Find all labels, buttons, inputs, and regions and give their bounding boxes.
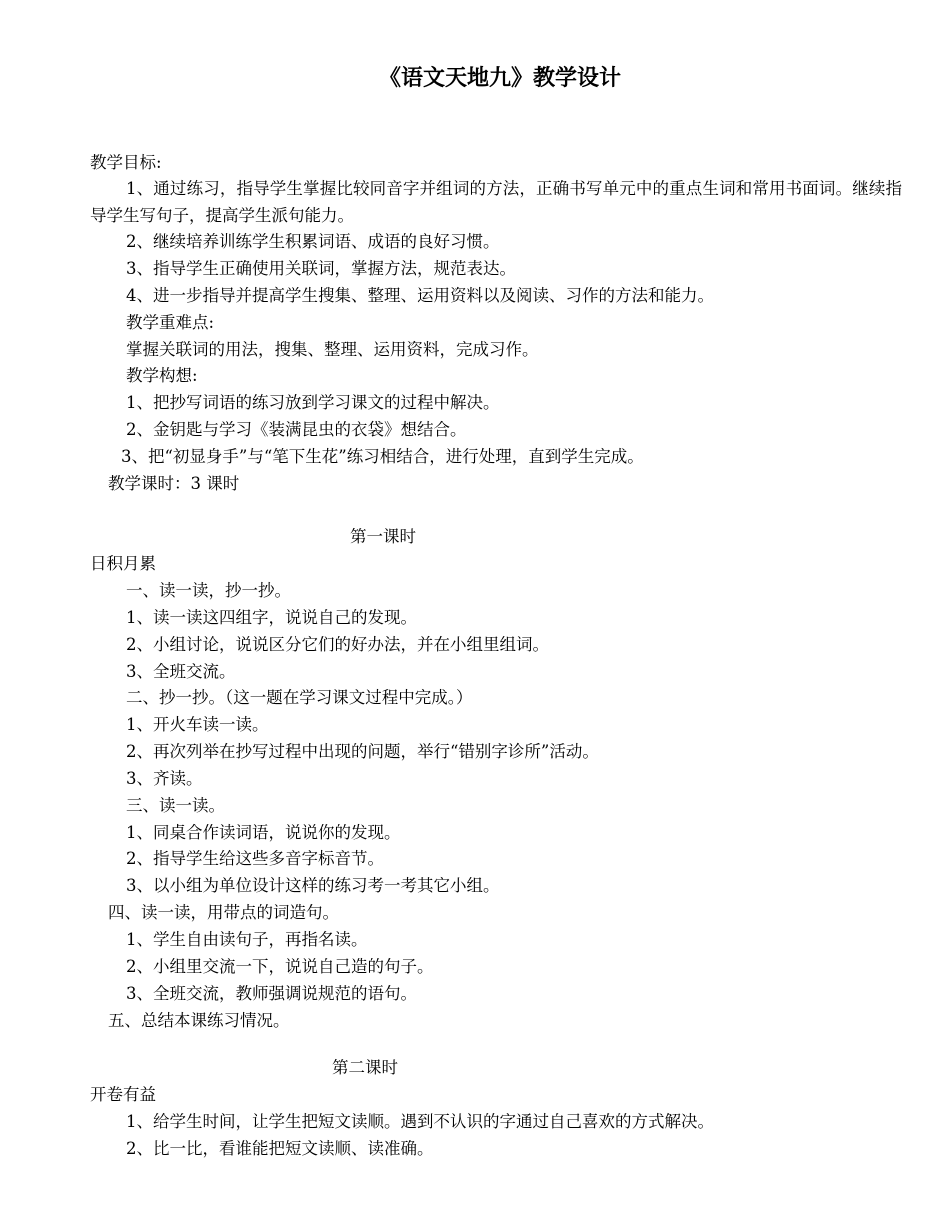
goal-item-1: 1、通过练习，指导学生掌握比较同音字并组词的方法，正确书写单元中的重点生词和常用书面词。继续指导学生写句子，提高学生派句能力。: [90, 179, 902, 225]
lesson1-line: 3、以小组为单位设计这样的练习考一考其它小组。: [126, 876, 500, 895]
lesson1-section-title: 日积月累: [90, 554, 156, 573]
lesson1-line: 3、全班交流，教师强调说规范的语句。: [126, 984, 417, 1003]
design-item-2: 2、金钥匙与学习《装满昆虫的衣袋》想结合。: [126, 420, 467, 439]
lesson1-line: 1、同桌合作读词语，说说你的发现。: [126, 823, 401, 842]
design-item-1: 1、把抄写词语的练习放到学习课文的过程中解决。: [126, 393, 500, 412]
lesson2-heading: 第二课时: [332, 1058, 398, 1077]
lesson1-line: 一、读一读，抄一抄。: [126, 581, 291, 600]
lesson1-line: 2、小组讨论，说说区分它们的好办法，并在小组里组词。: [126, 635, 549, 654]
goal-item-4: 4、进一步指导并提高学生搜集、整理、运用资料以及阅读、习作的方法和能力。: [126, 286, 714, 305]
lesson1-line: 3、全班交流。: [126, 662, 236, 681]
lesson1-line: 三、读一读。: [126, 796, 225, 815]
lesson1-line: 五、总结本课练习情况。: [108, 1011, 290, 1030]
lesson1-line: 2、指导学生给这些多音字标音节。: [126, 849, 384, 868]
lesson2-section-title: 开卷有益: [90, 1085, 156, 1104]
lesson1-line: 2、再次列举在抄写过程中出现的问题，举行“错别字诊所”活动。: [126, 742, 599, 761]
lesson1-line: 二、抄一抄。（这一题在学习课文过程中完成。）: [126, 688, 473, 707]
key-points-text: 掌握关联词的用法，搜集、整理、运用资料，完成习作。: [126, 340, 539, 359]
lesson2-line: 1、给学生时间，让学生把短文读顺。遇到不认识的字通过自己喜欢的方式解决。: [126, 1112, 714, 1131]
key-points-heading: 教学重难点:: [126, 313, 215, 332]
goals-heading: 教学目标:: [90, 153, 162, 172]
lesson1-heading: 第一课时: [350, 527, 416, 546]
lesson1-line: 1、读一读这四组字，说说自己的发现。: [126, 608, 417, 627]
design-item-3: 3、把“初显身手”与“笔下生花”练习相结合，进行处理，直到学生完成。: [121, 447, 644, 466]
lesson1-line: 2、小组里交流一下，说说自己造的句子。: [126, 957, 434, 976]
lesson1-line: 3、齐读。: [126, 769, 203, 788]
goal-item-2: 2、继续培养训练学生积累词语、成语的良好习惯。: [126, 232, 500, 251]
lesson1-line: 1、开火车读一读。: [126, 715, 269, 734]
document-title: 《语文天地九》教学设计: [378, 65, 621, 91]
goal-item-3: 3、指导学生正确使用关联词，掌握方法，规范表达。: [126, 259, 516, 278]
lesson2-line: 2、比一比，看谁能把短文读顺、读准确。: [126, 1139, 434, 1158]
class-hours: 教学课时：3 课时: [108, 474, 240, 493]
lesson1-line: 1、学生自由读句子，再指名读。: [126, 930, 368, 949]
lesson1-line: 四、读一读，用带点的词造句。: [108, 903, 339, 922]
design-heading: 教学构想:: [126, 366, 198, 385]
